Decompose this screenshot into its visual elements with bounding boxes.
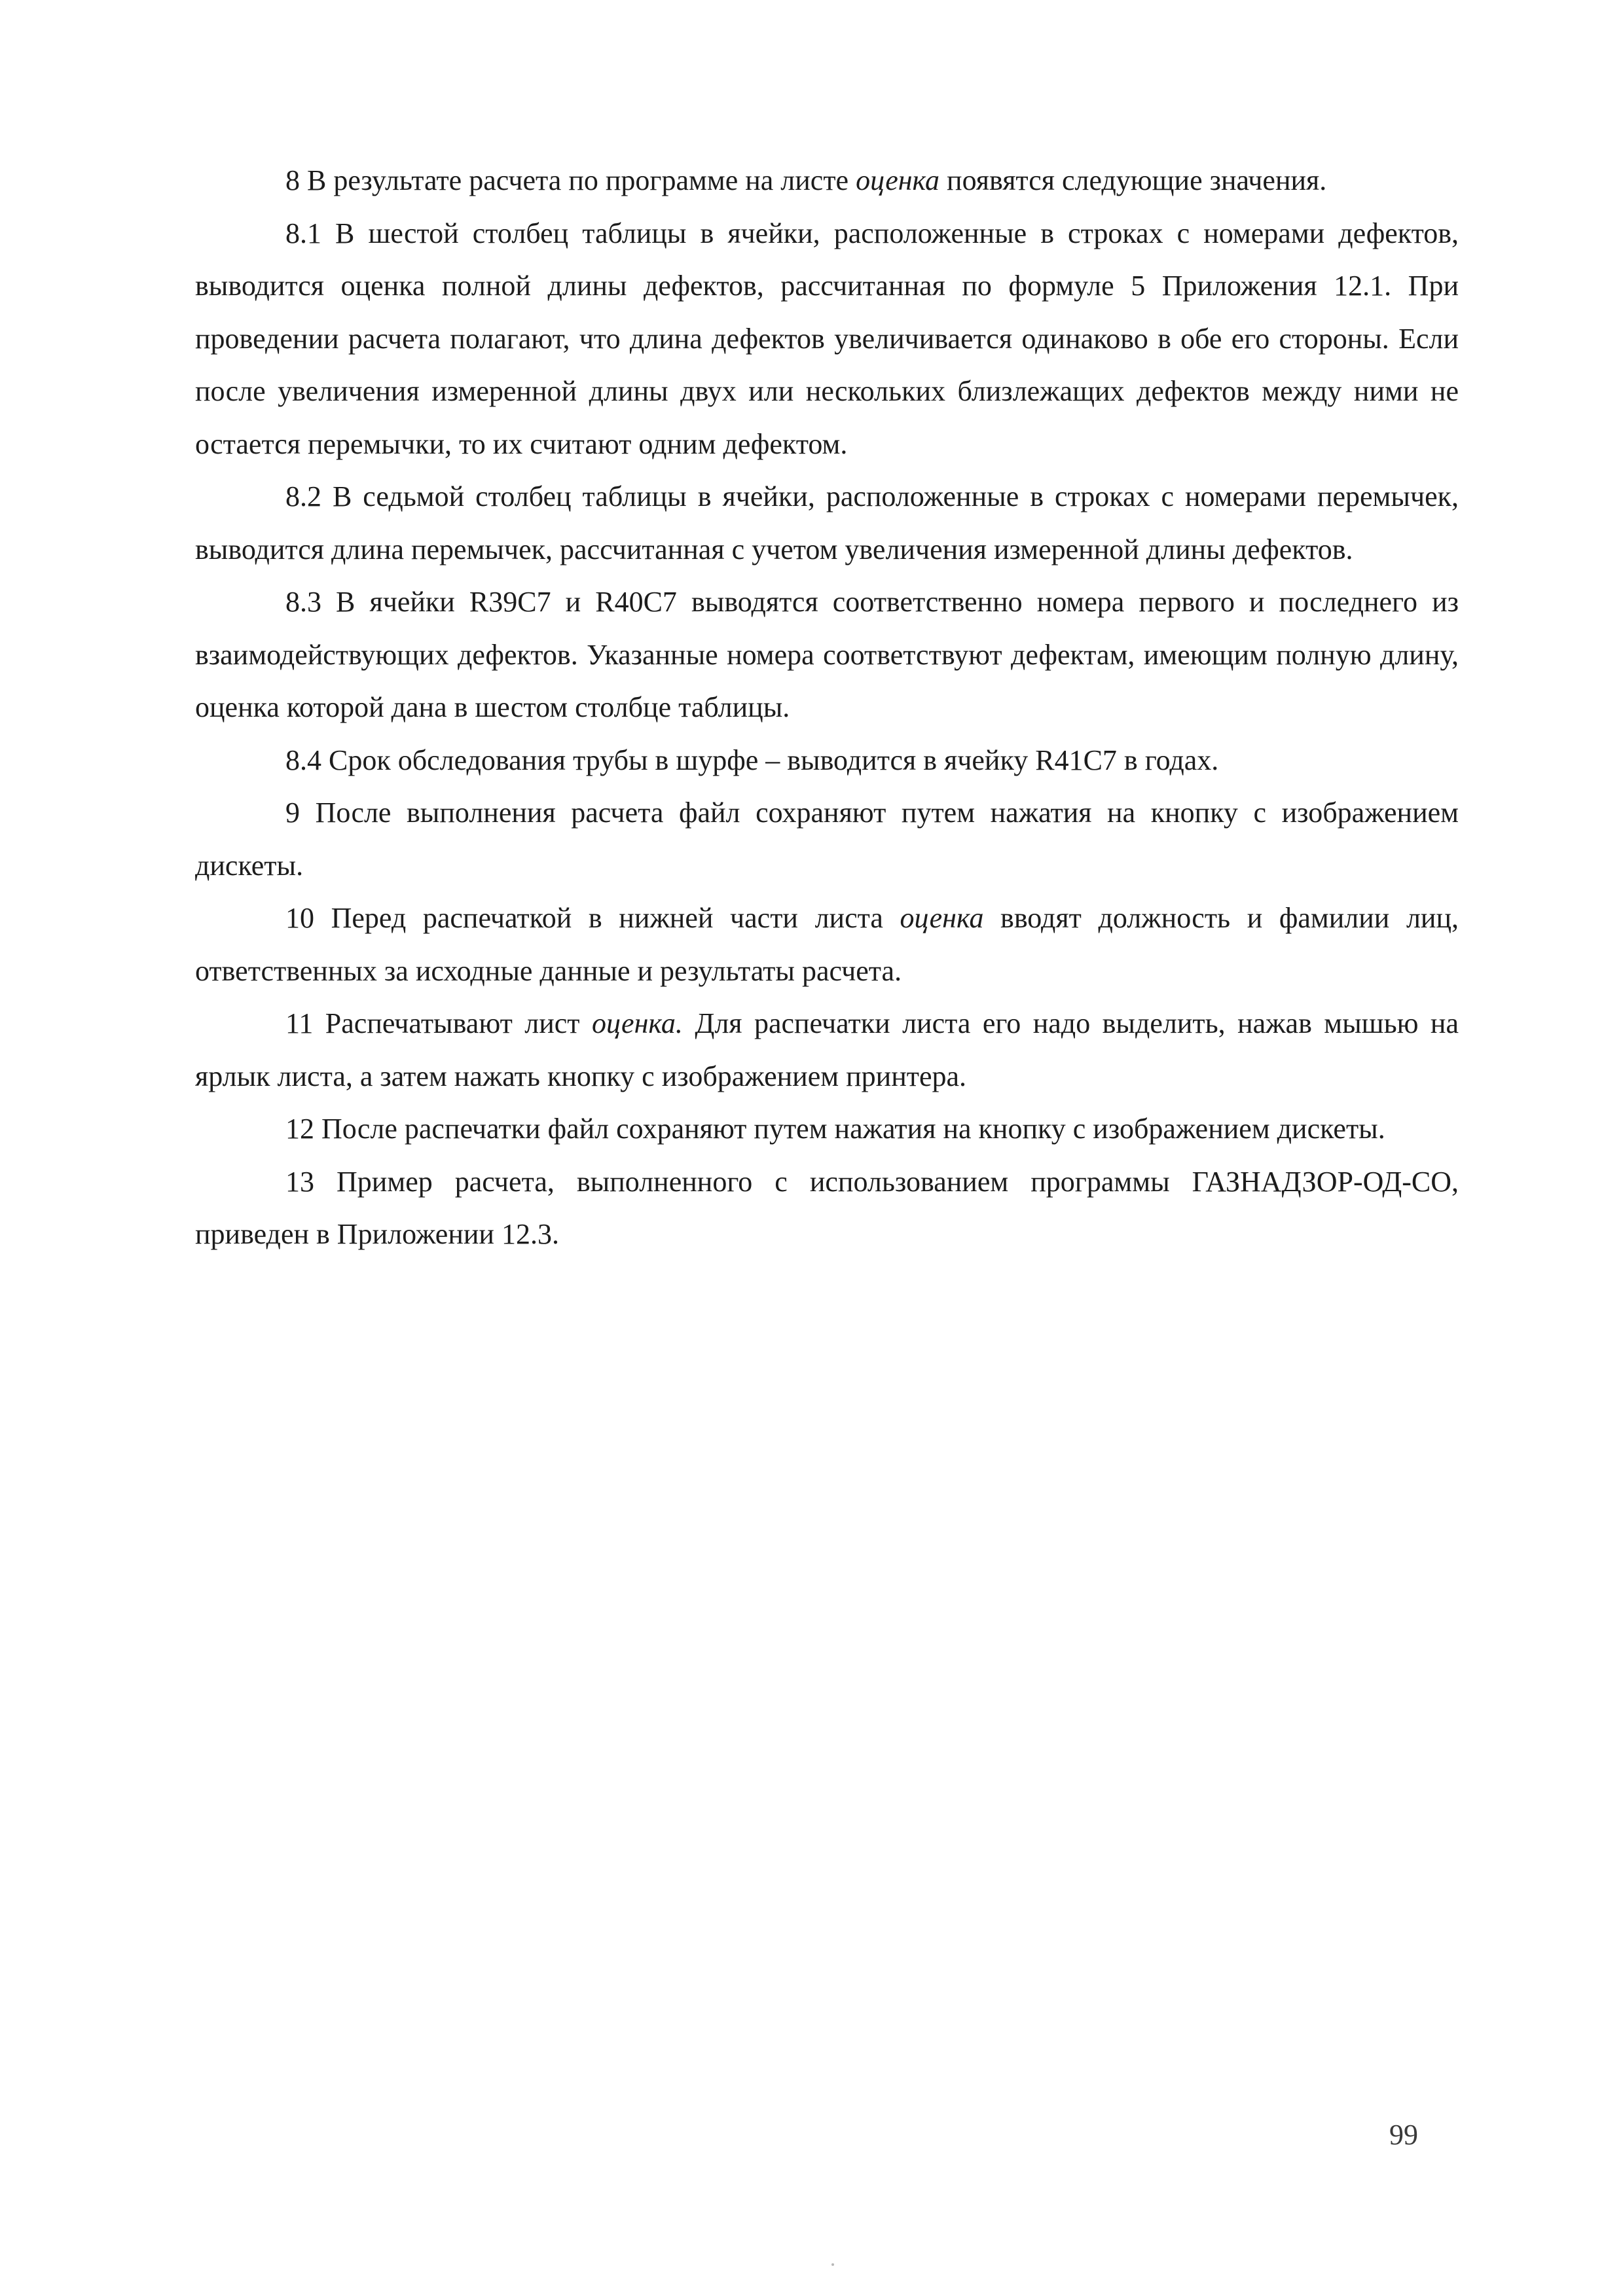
paragraph-p13 <box>195 1156 1459 1261</box>
paragraph-p9 <box>195 787 1459 892</box>
paragraph-p8-1 <box>195 207 1459 471</box>
page-number: 99 <box>1389 2119 1418 2151</box>
scan-artifact <box>831 2263 834 2266</box>
paragraph-p8-3 <box>195 576 1459 734</box>
paragraph-text: 8.1 В шестой столбец таблицы в ячейки, расположенные в строках с номерами дефектов, выводится оценка полной длины дефектов, рассчитанная по формуле 5 Приложения 12.1. При проведении расчета полагают, что длина дефектов увеличивается одинаково в обе его стороны. Если после увеличения измеренной длины двух или нескольких близлежащих дефектов между ними не остается перемычки, то их считают одним дефектом. <box>195 217 1459 460</box>
paragraph-text: 8 В результате расчета по программе на листе <box>285 164 856 196</box>
paragraph-p12 <box>195 1103 1459 1156</box>
paragraph-text: вводят должность и фамилии лиц, ответственных за исходные данные и результаты расчета. <box>195 902 1459 987</box>
paragraph-p8 <box>195 154 1459 207</box>
paragraph-text: 8.2 В седьмой столбец таблицы в ячейки, расположенные в строках с номерами перемычек, выводится длина перемычек, рассчитанная с учетом увеличения измеренной длины дефектов. <box>195 480 1459 565</box>
paragraph-p11 <box>195 997 1459 1103</box>
paragraph-text: 9 После выполнения расчета файл сохраняют путем нажатия на кнопку с изображением дискеты. <box>195 797 1459 882</box>
paragraph-text: 8.4 Срок обследования трубы в шурфе – выводится в ячейку R41C7 в годах. <box>285 744 1219 776</box>
paragraph-text: 11 Распечатывают лист <box>285 1007 592 1039</box>
italic-term: оценка <box>856 164 940 196</box>
paragraph-text: 8.3 В ячейки R39C7 и R40C7 выводятся соответственно номера первого и последнего из взаимодействующих дефектов. Указанные номера соответствуют дефектам, имеющим полную длину, оценка которой дана в шестом столбце таблицы. <box>195 586 1459 723</box>
italic-term: оценка <box>900 902 984 934</box>
paragraph-text: появятся следующие значения. <box>939 164 1327 196</box>
paragraph-text: 12 После распечатки файл сохраняют путем нажатия на кнопку с изображением дискеты. <box>285 1113 1385 1145</box>
body-text <box>195 154 1459 1261</box>
paragraph-text: 13 Пример расчета, выполненного с использованием программы ГАЗНАДЗОР-ОД-СО, приведен в Приложении 12.3. <box>195 1165 1459 1250</box>
paragraph-text: Для распечатки листа его надо выделить, нажав мышью на ярлык листа, а затем нажать кнопку с изображением принтера. <box>195 1007 1459 1092</box>
italic-term: оценка. <box>591 1007 683 1039</box>
paragraph-p8-4 <box>195 734 1459 787</box>
paragraph-p10 <box>195 892 1459 997</box>
paragraph-text: 10 Перед распечаткой в нижней части листа <box>285 902 900 934</box>
paragraph-p8-2 <box>195 471 1459 576</box>
